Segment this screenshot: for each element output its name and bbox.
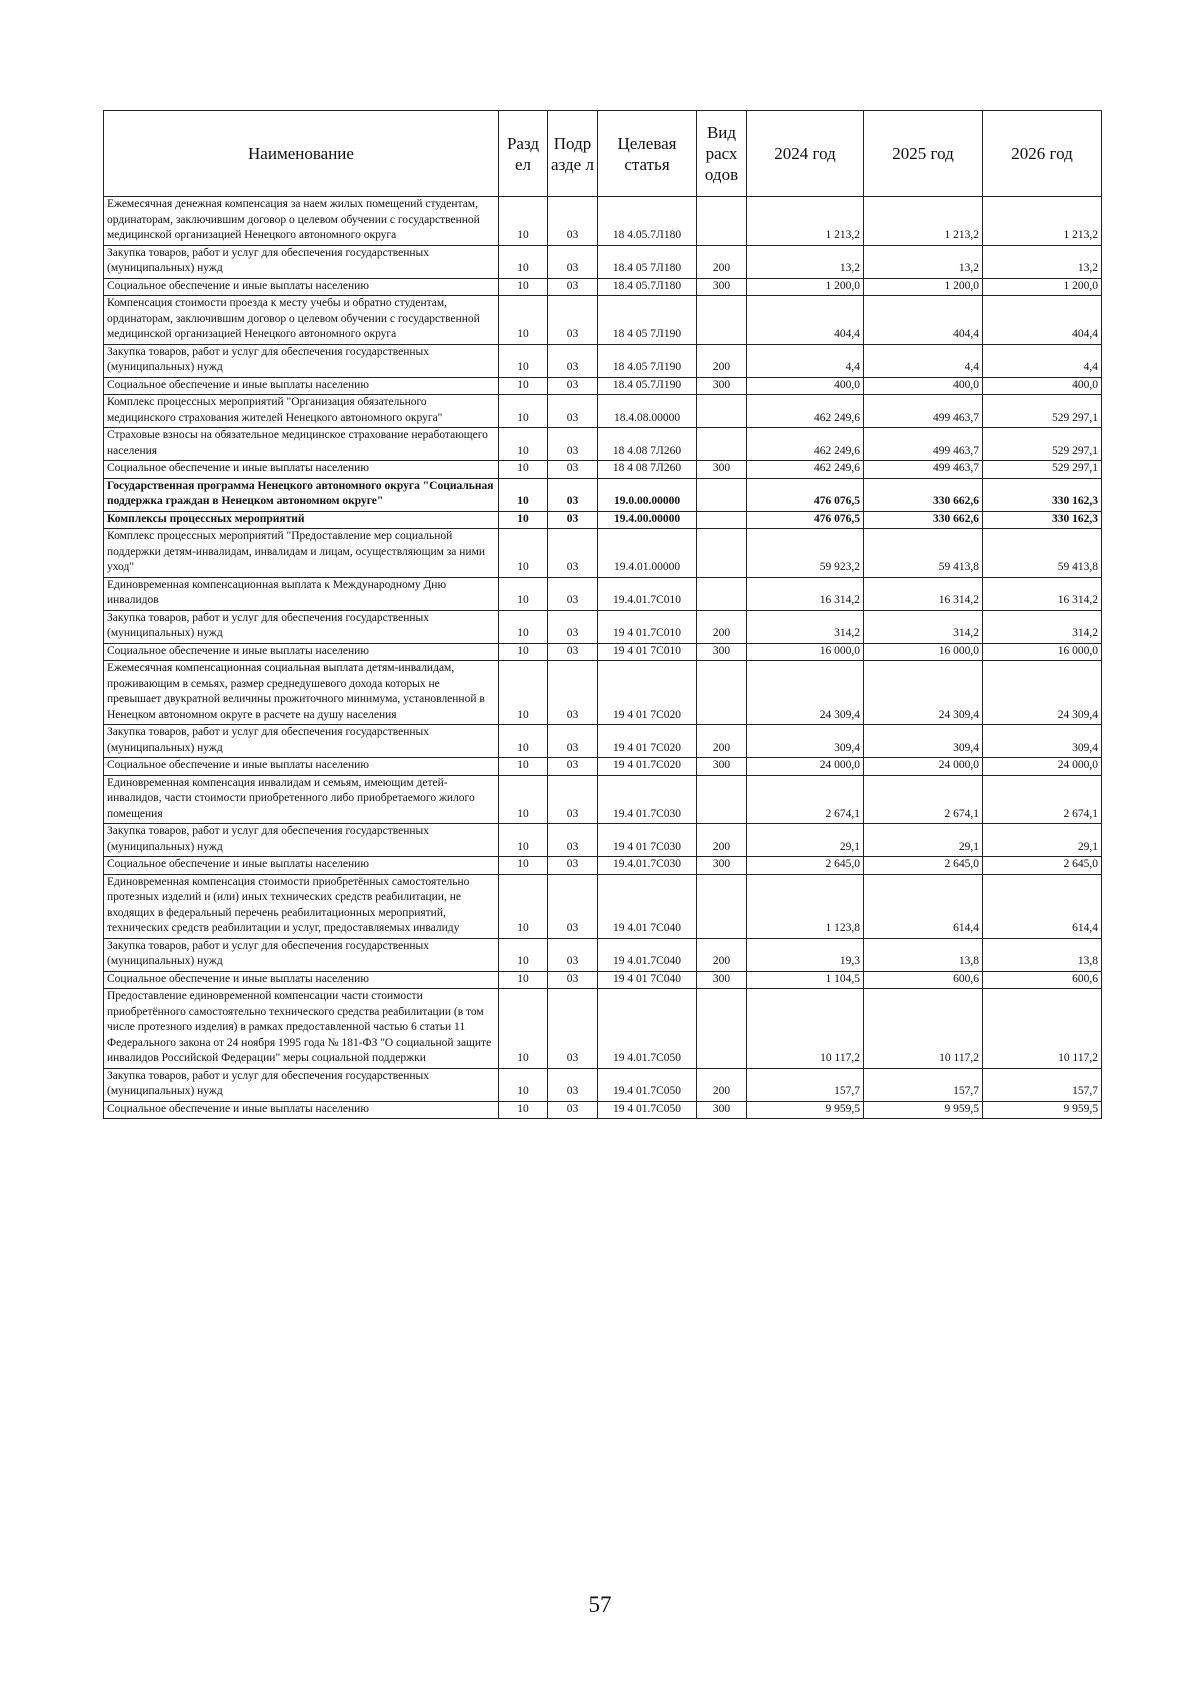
cell-target: 19.4 01.7С050 [598, 1068, 697, 1101]
cell-target: 19 4 01.7С020 [598, 758, 697, 776]
table-row [104, 1068, 1102, 1101]
cell-target: 18.4 05.7Л180 [598, 278, 697, 296]
cell-name: Государственная программа Ненецкого автономного округа "Социальная поддержка граждан в Ненецком автономном округе" [104, 478, 499, 511]
table-row [104, 1101, 1102, 1119]
cell-subsection: 03 [548, 857, 598, 875]
cell-subsection: 03 [548, 529, 598, 578]
cell-target: 19 4 01 7С020 [598, 661, 697, 725]
header-subsection: Подр азде л [548, 111, 598, 197]
cell-name: Комплексы процессных мероприятий [104, 511, 499, 529]
cell-name: Социальное обеспечение и иные выплаты населению [104, 643, 499, 661]
cell-2026: 157,7 [983, 1068, 1102, 1101]
cell-name: Социальное обеспечение и иные выплаты населению [104, 758, 499, 776]
cell-2025: 4,4 [864, 344, 983, 377]
cell-expense-type: 200 [697, 610, 747, 643]
cell-expense-type [697, 511, 747, 529]
cell-target: 19.4.00.00000 [598, 511, 697, 529]
table-row [104, 245, 1102, 278]
cell-2024: 400,0 [747, 377, 864, 395]
cell-2025: 600,6 [864, 971, 983, 989]
cell-name: Единовременная компенсация инвалидам и семьям, имеющим детей-инвалидов, части стоимости приобретенного либо приобретаемого жилого помещения [104, 775, 499, 824]
cell-2025: 499 463,7 [864, 461, 983, 479]
cell-2026: 29,1 [983, 824, 1102, 857]
cell-2026: 13,8 [983, 938, 1102, 971]
table-row [104, 643, 1102, 661]
cell-2024: 24 309,4 [747, 661, 864, 725]
cell-2024: 476 076,5 [747, 478, 864, 511]
cell-2026: 529 297,1 [983, 395, 1102, 428]
cell-2025: 614,4 [864, 874, 983, 938]
cell-section: 10 [499, 511, 548, 529]
cell-2024: 314,2 [747, 610, 864, 643]
cell-subsection: 03 [548, 1101, 598, 1119]
cell-section: 10 [499, 577, 548, 610]
cell-target: 18 4 08 7Л260 [598, 461, 697, 479]
cell-subsection: 03 [548, 725, 598, 758]
cell-section: 10 [499, 197, 548, 246]
table-row [104, 775, 1102, 824]
table-row [104, 377, 1102, 395]
page-number: 57 [588, 1592, 612, 1617]
cell-2024: 1 123,8 [747, 874, 864, 938]
cell-expense-type [697, 197, 747, 246]
table-row [104, 296, 1102, 345]
cell-section: 10 [499, 857, 548, 875]
cell-target: 19 4 01 7С010 [598, 643, 697, 661]
table-row [104, 428, 1102, 461]
cell-2026: 600,6 [983, 971, 1102, 989]
cell-section: 10 [499, 461, 548, 479]
cell-subsection: 03 [548, 824, 598, 857]
table-row [104, 610, 1102, 643]
cell-2024: 309,4 [747, 725, 864, 758]
cell-subsection: 03 [548, 577, 598, 610]
cell-section: 10 [499, 824, 548, 857]
cell-2025: 404,4 [864, 296, 983, 345]
cell-name: Комплекс процессных мероприятий "Предоставление мер социальной поддержки детям-инвалидам, инвалидам и лицам, осуществляющим за ними уход" [104, 529, 499, 578]
cell-section: 10 [499, 775, 548, 824]
cell-expense-type: 200 [697, 245, 747, 278]
cell-expense-type [697, 428, 747, 461]
cell-expense-type: 300 [697, 758, 747, 776]
cell-target: 19 4 01 7С040 [598, 971, 697, 989]
cell-2024: 59 923,2 [747, 529, 864, 578]
cell-subsection: 03 [548, 245, 598, 278]
cell-target: 18.4 05.7Л190 [598, 377, 697, 395]
cell-section: 10 [499, 428, 548, 461]
cell-expense-type: 300 [697, 377, 747, 395]
table-row [104, 395, 1102, 428]
cell-2026: 9 959,5 [983, 1101, 1102, 1119]
cell-2024: 10 117,2 [747, 989, 864, 1069]
cell-section: 10 [499, 478, 548, 511]
header-2024: 2024 год [747, 111, 864, 197]
cell-2026: 404,4 [983, 296, 1102, 345]
cell-expense-type: 300 [697, 857, 747, 875]
cell-name: Социальное обеспечение и иные выплаты населению [104, 857, 499, 875]
cell-name: Закупка товаров, работ и услуг для обеспечения государственных (муниципальных) нужд [104, 610, 499, 643]
cell-target: 19.4 01.7С030 [598, 775, 697, 824]
cell-target: 18.4.08.00000 [598, 395, 697, 428]
cell-2024: 2 645,0 [747, 857, 864, 875]
table-row [104, 278, 1102, 296]
cell-subsection: 03 [548, 758, 598, 776]
table-row [104, 971, 1102, 989]
cell-2026: 614,4 [983, 874, 1102, 938]
header-2026: 2026 год [983, 111, 1102, 197]
cell-2024: 462 249,6 [747, 428, 864, 461]
table-row [104, 874, 1102, 938]
cell-2025: 10 117,2 [864, 989, 983, 1069]
cell-2025: 1 200,0 [864, 278, 983, 296]
cell-name: Социальное обеспечение и иные выплаты населению [104, 971, 499, 989]
table-row [104, 725, 1102, 758]
table-row [104, 478, 1102, 511]
cell-2024: 404,4 [747, 296, 864, 345]
cell-name: Закупка товаров, работ и услуг для обеспечения государственных (муниципальных) нужд [104, 725, 499, 758]
cell-target: 18 4.08 7Л260 [598, 428, 697, 461]
cell-2026: 24 000,0 [983, 758, 1102, 776]
cell-target: 19.4.01.00000 [598, 529, 697, 578]
table-row [104, 857, 1102, 875]
cell-name: Социальное обеспечение и иные выплаты населению [104, 377, 499, 395]
cell-target: 18 4 05 7Л190 [598, 296, 697, 345]
cell-2024: 2 674,1 [747, 775, 864, 824]
cell-name: Предоставление единовременной компенсации части стоимости приобретённого самостоятельно технического средства реабилитации (в том числе протезного изделия) в рамках предоставленной частью 6 статьи 11 Федерального закона от 24 ноября 1995 года № 181-ФЗ "О социальной защите инвалидов Российской Федерации" меры социальной поддержки [104, 989, 499, 1069]
cell-2024: 13,2 [747, 245, 864, 278]
table-row [104, 938, 1102, 971]
cell-2025: 499 463,7 [864, 428, 983, 461]
cell-2024: 4,4 [747, 344, 864, 377]
table-row [104, 758, 1102, 776]
cell-subsection: 03 [548, 428, 598, 461]
cell-expense-type: 300 [697, 643, 747, 661]
cell-2025: 314,2 [864, 610, 983, 643]
cell-2024: 9 959,5 [747, 1101, 864, 1119]
cell-target: 19 4 01.7С050 [598, 1101, 697, 1119]
cell-section: 10 [499, 1101, 548, 1119]
cell-section: 10 [499, 377, 548, 395]
cell-2026: 1 213,2 [983, 197, 1102, 246]
cell-subsection: 03 [548, 874, 598, 938]
cell-expense-type [697, 989, 747, 1069]
cell-subsection: 03 [548, 461, 598, 479]
cell-2026: 24 309,4 [983, 661, 1102, 725]
cell-section: 10 [499, 529, 548, 578]
cell-name: Единовременная компенсация стоимости приобретённых самостоятельно протезных изделий и (или) иных технических средств реабилитации, не входящих в федеральный перечень реабилитационных мероприятий, технических средств реабилитации и услуг, предоставляемых инвалиду [104, 874, 499, 938]
cell-name: Закупка товаров, работ и услуг для обеспечения государственных (муниципальных) нужд [104, 245, 499, 278]
cell-section: 10 [499, 296, 548, 345]
cell-2025: 24 000,0 [864, 758, 983, 776]
cell-2025: 330 662,6 [864, 511, 983, 529]
table-header-row [104, 111, 1102, 197]
cell-section: 10 [499, 725, 548, 758]
cell-target: 19 4.01.7С050 [598, 989, 697, 1069]
cell-2024: 16 314,2 [747, 577, 864, 610]
table-row [104, 344, 1102, 377]
cell-2025: 13,8 [864, 938, 983, 971]
header-target: Целевая статья [598, 111, 697, 197]
cell-2024: 157,7 [747, 1068, 864, 1101]
cell-expense-type: 300 [697, 461, 747, 479]
cell-subsection: 03 [548, 938, 598, 971]
cell-target: 19 4 01 7С030 [598, 824, 697, 857]
table-row [104, 529, 1102, 578]
table-row [104, 197, 1102, 246]
cell-section: 10 [499, 938, 548, 971]
cell-section: 10 [499, 395, 548, 428]
cell-2024: 1 200,0 [747, 278, 864, 296]
table-row [104, 824, 1102, 857]
cell-2025: 157,7 [864, 1068, 983, 1101]
cell-target: 19.0.00.00000 [598, 478, 697, 511]
cell-expense-type [697, 478, 747, 511]
cell-2026: 16 314,2 [983, 577, 1102, 610]
cell-expense-type: 300 [697, 278, 747, 296]
cell-2026: 10 117,2 [983, 989, 1102, 1069]
cell-target: 18 4.05.7Л180 [598, 197, 697, 246]
cell-section: 10 [499, 610, 548, 643]
cell-subsection: 03 [548, 197, 598, 246]
cell-subsection: 03 [548, 278, 598, 296]
cell-section: 10 [499, 989, 548, 1069]
budget-table [103, 110, 1102, 1119]
cell-expense-type: 200 [697, 824, 747, 857]
cell-name: Закупка товаров, работ и услуг для обеспечения государственных (муниципальных) нужд [104, 938, 499, 971]
cell-2024: 19,3 [747, 938, 864, 971]
cell-expense-type: 200 [697, 1068, 747, 1101]
cell-subsection: 03 [548, 511, 598, 529]
cell-name: Социальное обеспечение и иные выплаты населению [104, 461, 499, 479]
cell-subsection: 03 [548, 643, 598, 661]
cell-target: 19 4.01.7С040 [598, 938, 697, 971]
cell-2024: 24 000,0 [747, 758, 864, 776]
cell-2025: 13,2 [864, 245, 983, 278]
cell-name: Ежемесячная компенсационная социальная выплата детям-инвалидам, проживающим в семьях, размер среднедушевого дохода которых не превышает двукратной величины прожиточного минимума, установленной в Ненецком автономном округе в расчете на душу населения [104, 661, 499, 725]
cell-2024: 462 249,6 [747, 395, 864, 428]
cell-expense-type [697, 529, 747, 578]
cell-expense-type: 200 [697, 725, 747, 758]
cell-2026: 4,4 [983, 344, 1102, 377]
cell-expense-type: 300 [697, 971, 747, 989]
cell-2025: 499 463,7 [864, 395, 983, 428]
cell-expense-type [697, 577, 747, 610]
cell-2025: 9 959,5 [864, 1101, 983, 1119]
cell-section: 10 [499, 344, 548, 377]
cell-name: Комплекс процессных мероприятий "Организация обязательного медицинского страхования жителей Ненецкого автономного округа" [104, 395, 499, 428]
cell-section: 10 [499, 245, 548, 278]
cell-name: Закупка товаров, работ и услуг для обеспечения государственных (муниципальных) нужд [104, 1068, 499, 1101]
header-expense-type: Вид расх одов [697, 111, 747, 197]
cell-target: 19.4.01.7С030 [598, 857, 697, 875]
cell-section: 10 [499, 874, 548, 938]
cell-2025: 29,1 [864, 824, 983, 857]
cell-section: 10 [499, 643, 548, 661]
cell-name: Закупка товаров, работ и услуг для обеспечения государственных (муниципальных) нужд [104, 344, 499, 377]
cell-2024: 16 000,0 [747, 643, 864, 661]
table-body [104, 197, 1102, 1119]
cell-2024: 476 076,5 [747, 511, 864, 529]
cell-section: 10 [499, 758, 548, 776]
cell-2026: 16 000,0 [983, 643, 1102, 661]
cell-2025: 16 000,0 [864, 643, 983, 661]
cell-2025: 309,4 [864, 725, 983, 758]
cell-subsection: 03 [548, 1068, 598, 1101]
cell-2025: 2 674,1 [864, 775, 983, 824]
cell-2026: 314,2 [983, 610, 1102, 643]
cell-expense-type [697, 775, 747, 824]
cell-subsection: 03 [548, 377, 598, 395]
header-2025: 2025 год [864, 111, 983, 197]
cell-name: Ежемесячная денежная компенсация за наем жилых помещений студентам, ординаторам, заключившим договор о целевом обучении с государственной медицинской организацией Ненецкого автономного округа [104, 197, 499, 246]
cell-target: 19 4 01 7С020 [598, 725, 697, 758]
cell-expense-type [697, 296, 747, 345]
cell-target: 19.4.01.7С010 [598, 577, 697, 610]
cell-expense-type [697, 395, 747, 428]
cell-2025: 59 413,8 [864, 529, 983, 578]
table-row [104, 511, 1102, 529]
cell-section: 10 [499, 971, 548, 989]
cell-name: Социальное обеспечение и иные выплаты населению [104, 1101, 499, 1119]
cell-subsection: 03 [548, 661, 598, 725]
cell-subsection: 03 [548, 971, 598, 989]
cell-subsection: 03 [548, 478, 598, 511]
cell-2025: 16 314,2 [864, 577, 983, 610]
cell-2026: 1 200,0 [983, 278, 1102, 296]
cell-subsection: 03 [548, 395, 598, 428]
cell-target: 19 4 01.7С010 [598, 610, 697, 643]
cell-subsection: 03 [548, 610, 598, 643]
table-row [104, 989, 1102, 1069]
cell-name: Социальное обеспечение и иные выплаты населению [104, 278, 499, 296]
table-row [104, 461, 1102, 479]
cell-name: Единовременная компенсационная выплата к Международному Дню инвалидов [104, 577, 499, 610]
header-name: Наименование [104, 111, 499, 197]
cell-subsection: 03 [548, 775, 598, 824]
cell-expense-type: 200 [697, 344, 747, 377]
cell-2024: 462 249,6 [747, 461, 864, 479]
cell-section: 10 [499, 661, 548, 725]
cell-2025: 330 662,6 [864, 478, 983, 511]
cell-subsection: 03 [548, 344, 598, 377]
table-row [104, 661, 1102, 725]
cell-expense-type [697, 661, 747, 725]
cell-expense-type [697, 874, 747, 938]
cell-target: 19 4.01 7С040 [598, 874, 697, 938]
cell-2026: 529 297,1 [983, 461, 1102, 479]
cell-section: 10 [499, 1068, 548, 1101]
cell-name: Страховые взносы на обязательное медицинское страхование неработающего населения [104, 428, 499, 461]
cell-2026: 13,2 [983, 245, 1102, 278]
cell-section: 10 [499, 278, 548, 296]
cell-2024: 1 213,2 [747, 197, 864, 246]
cell-2026: 2 674,1 [983, 775, 1102, 824]
cell-expense-type: 300 [697, 1101, 747, 1119]
cell-target: 18.4 05 7Л180 [598, 245, 697, 278]
cell-2024: 29,1 [747, 824, 864, 857]
cell-2025: 2 645,0 [864, 857, 983, 875]
cell-2026: 2 645,0 [983, 857, 1102, 875]
cell-name: Компенсация стоимости проезда к месту учебы и обратно студентам, ординаторам, заключившим договор о целевом обучении с государственной медицинской организацией Ненецкого автономного округа [104, 296, 499, 345]
cell-2025: 24 309,4 [864, 661, 983, 725]
cell-2026: 330 162,3 [983, 478, 1102, 511]
cell-expense-type: 200 [697, 938, 747, 971]
header-section: Разд ел [499, 111, 548, 197]
cell-subsection: 03 [548, 989, 598, 1069]
table-row [104, 577, 1102, 610]
cell-target: 18 4.05 7Л190 [598, 344, 697, 377]
cell-subsection: 03 [548, 296, 598, 345]
cell-2026: 309,4 [983, 725, 1102, 758]
cell-2026: 59 413,8 [983, 529, 1102, 578]
cell-2025: 1 213,2 [864, 197, 983, 246]
cell-2026: 529 297,1 [983, 428, 1102, 461]
cell-2024: 1 104,5 [747, 971, 864, 989]
cell-name: Закупка товаров, работ и услуг для обеспечения государственных (муниципальных) нужд [104, 824, 499, 857]
cell-2025: 400,0 [864, 377, 983, 395]
cell-2026: 400,0 [983, 377, 1102, 395]
cell-2026: 330 162,3 [983, 511, 1102, 529]
